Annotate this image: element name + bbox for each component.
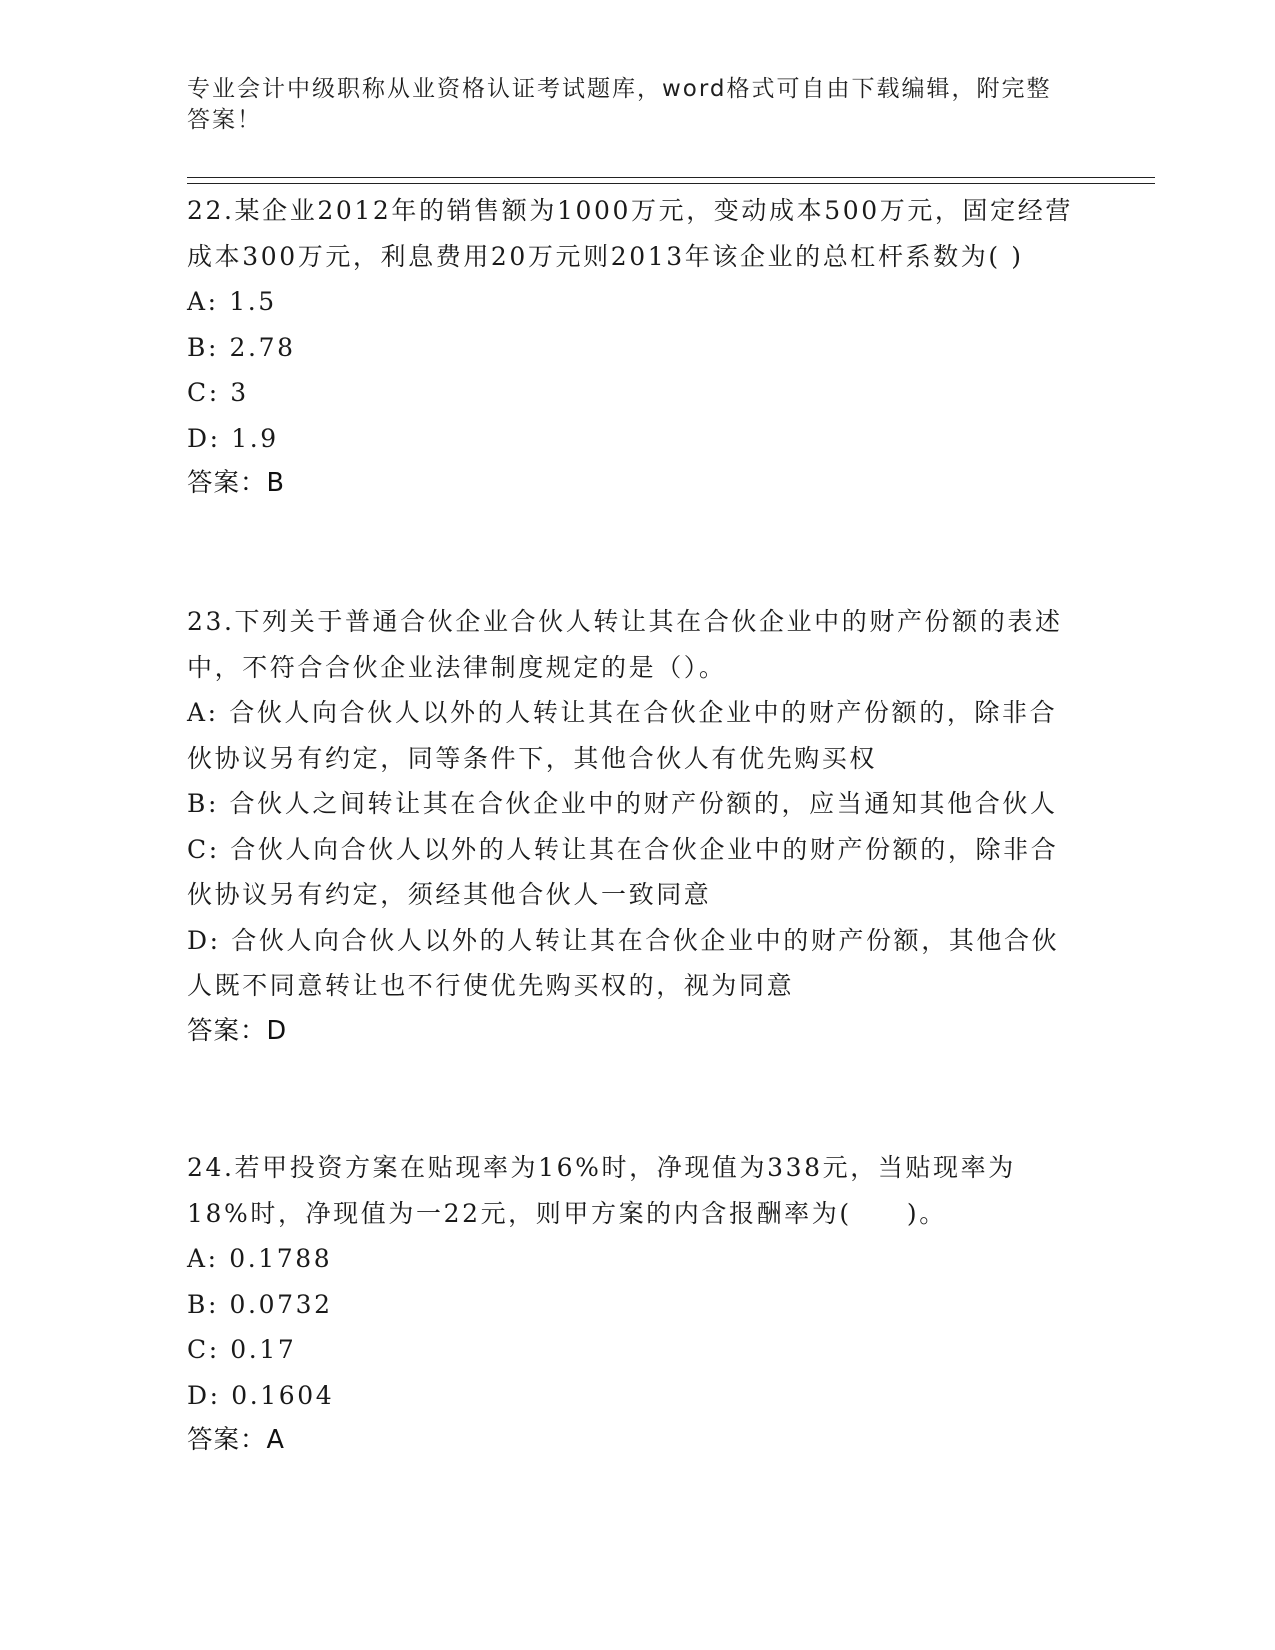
answer: 答案：B xyxy=(187,468,285,498)
option-a: A: 合伙人向合伙人以外的人转让其在合伙企业中的财产份额的，除非合伙协议另有约定，同等条件下，其他合伙人有优先购买权 xyxy=(187,698,1058,773)
option-b: B: 0.0732 xyxy=(187,1289,333,1319)
option-c: C: 合伙人向合伙人以外的人转让其在合伙企业中的财产份额的，除非合伙协议另有约定，须经其他合伙人一致同意 xyxy=(187,834,1059,909)
option-c: C: 0.17 xyxy=(187,1335,297,1364)
question-stem: 23.下列关于普通合伙企业合伙人转让其在合伙企业中的财产份额的表述中，不符合合伙企业法律制度规定的是（）。 xyxy=(187,607,1063,682)
option-b: B: 合伙人之间转让其在合伙企业中的财产份额的，应当通知其他合伙人 xyxy=(187,789,1058,818)
option-d: D: 1.9 xyxy=(187,423,279,453)
question-24 xyxy=(187,1145,1077,1464)
option-c: C: 3 xyxy=(187,378,249,407)
option-b: B: 2.78 xyxy=(187,332,296,362)
option-a: A: 1.5 xyxy=(187,287,277,316)
option-d: D: 0.1604 xyxy=(187,1380,335,1410)
answer: 答案：D xyxy=(187,1015,288,1046)
option-a: A: 0.1788 xyxy=(187,1244,333,1273)
question-22 xyxy=(187,188,1077,507)
answer: 答案：A xyxy=(187,1425,285,1455)
question-stem: 24.若甲投资方案在贴现率为16%时，净现值为338元，当贴现率为18%时，净现值为一22元，则甲方案的内含报酬率为( )。 xyxy=(187,1153,1016,1228)
option-d: D: 合伙人向合伙人以外的人转让其在合伙企业中的财产份额，其他合伙人既不同意转让也不行使优先购买权的，视为同意 xyxy=(187,925,1060,1000)
header-divider xyxy=(187,177,1155,178)
question-stem: 22.某企业2012年的销售额为1000万元，变动成本500万元，固定经营成本300万元，利息费用20万元则2013年该企业的总杠杆系数为( ) xyxy=(187,196,1073,271)
document-header: 专业会计中级职称从业资格认证考试题库，word格式可自由下载编辑，附完整答案！ xyxy=(187,76,1052,133)
question-23 xyxy=(187,599,1077,1054)
header-divider xyxy=(187,183,1155,184)
